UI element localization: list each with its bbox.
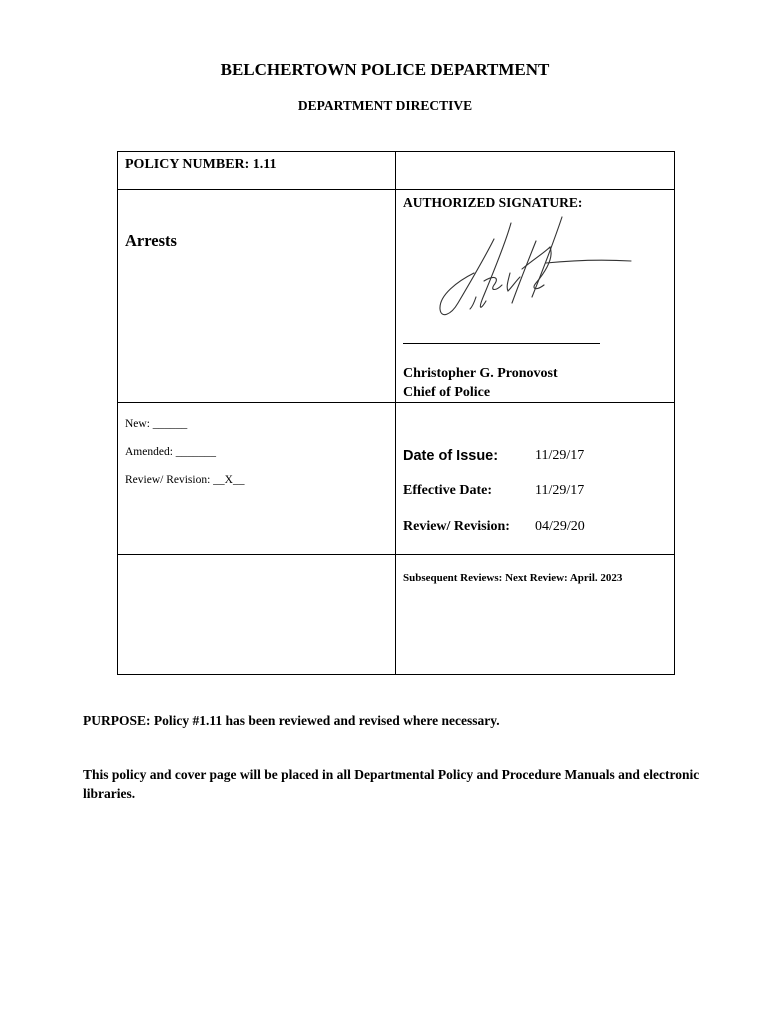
signer-title: Chief of Police <box>403 385 491 400</box>
department-name: BELCHERTOWN POLICE DEPARTMENT <box>220 60 550 79</box>
signer-block <box>403 364 674 402</box>
authorized-signature-label: AUTHORIZED SIGNATURE: <box>403 195 583 210</box>
subject-cell <box>118 190 396 403</box>
status-new: New: ______ <box>125 418 188 430</box>
policy-subject: Arrests <box>125 231 177 250</box>
signature-area <box>396 211 674 347</box>
blank-cell <box>396 152 675 190</box>
effective-date-label: Effective Date: <box>403 483 493 498</box>
date-of-issue-row <box>403 448 674 464</box>
subsequent-reviews-cell <box>396 555 675 675</box>
review-revision-label: Review/ Revision: <box>403 519 510 534</box>
purpose-statement: PURPOSE: Policy #1.11 has been reviewed and revised where necessary. <box>83 713 500 728</box>
handwritten-signature <box>436 211 636 321</box>
empty-cell <box>118 555 396 675</box>
dates-cell <box>396 403 675 555</box>
status-review-revision: Review/ Revision: __X__ <box>125 474 245 486</box>
effective-date-value: 11/29/17 <box>535 483 585 498</box>
review-revision-row <box>403 519 674 535</box>
effective-date-row <box>403 483 674 499</box>
subsequent-reviews: Subsequent Reviews: Next Review: April. 2023 <box>403 572 623 584</box>
signature-cell <box>396 190 675 403</box>
policy-number-cell <box>118 152 396 190</box>
review-revision-value: 04/29/20 <box>535 519 585 534</box>
document-type: DEPARTMENT DIRECTIVE <box>297 98 473 113</box>
status-cell <box>118 403 396 555</box>
placement-statement: This policy and cover page will be placed in all Departmental Policy and Procedure Manuals and electronic libraries. <box>83 767 700 801</box>
date-of-issue-value: 11/29/17 <box>535 448 585 463</box>
signer-name: Christopher G. Pronovost <box>403 366 558 381</box>
date-of-issue-label: Date of Issue: <box>403 448 499 464</box>
status-amended: Amended: _______ <box>125 446 217 458</box>
signature-line <box>403 343 600 344</box>
policy-cover-table <box>117 151 675 675</box>
policy-number: POLICY NUMBER: 1.11 <box>125 157 277 172</box>
